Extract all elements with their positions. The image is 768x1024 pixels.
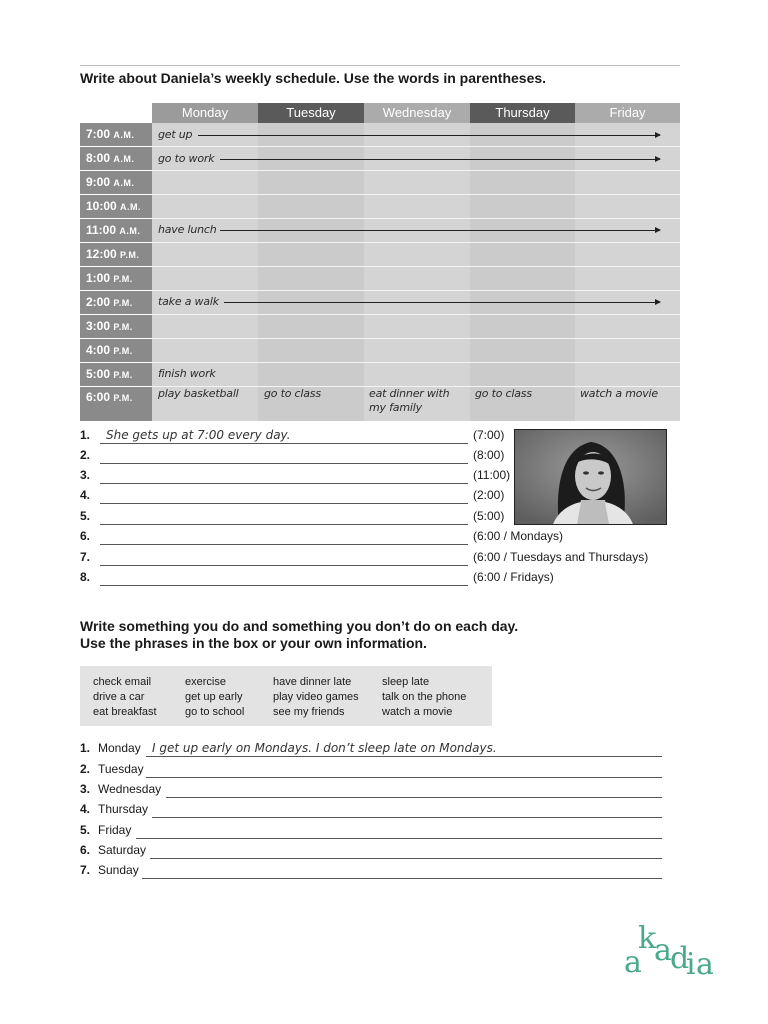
answer-line — [100, 585, 468, 586]
ex1-item-1 — [80, 428, 520, 448]
portrait-image — [515, 430, 666, 524]
item-number: 3. — [80, 468, 91, 482]
activity-get-up: get up — [158, 128, 193, 141]
row-divider — [152, 338, 680, 339]
ex2-item-6 — [80, 843, 664, 863]
activity-finish-work: finish work — [158, 367, 216, 380]
item-number: 5. — [80, 509, 91, 523]
item-number: 2. — [80, 762, 91, 776]
logo-letter: i — [686, 947, 696, 982]
time-4pm: 4:00 P.M. — [80, 339, 152, 362]
phrase: exercise — [185, 676, 226, 688]
ex1-item-7 — [80, 550, 650, 570]
hint: (5:00) — [473, 509, 505, 523]
answer-line — [100, 443, 468, 444]
day-label: Wednesday — [98, 782, 162, 796]
item-number: 8. — [80, 570, 91, 584]
ex1-item-8 — [80, 570, 650, 590]
top-divider — [80, 65, 680, 66]
phrase: sleep late — [382, 676, 430, 688]
logo-letter: k — [638, 921, 657, 956]
item-number: 6. — [80, 843, 91, 857]
answer-line — [100, 503, 468, 504]
day-header-wednesday: Wednesday — [364, 103, 470, 123]
logo-letter: a — [654, 933, 672, 968]
akadia-logo — [624, 922, 716, 982]
arrow-take-a-walk — [224, 302, 660, 303]
time-6pm: 6:00 P.M. — [80, 387, 152, 421]
row-divider — [152, 290, 680, 291]
activity-monday-6pm: play basketball — [158, 387, 239, 400]
item-number: 3. — [80, 782, 91, 796]
activity-have-lunch: have lunch — [158, 223, 217, 236]
activity-thursday-6pm: go to class — [475, 387, 532, 400]
time-5pm: 5:00 P.M. — [80, 363, 152, 386]
answer-line — [100, 524, 468, 525]
day-label: Monday — [98, 741, 141, 755]
row-divider — [152, 170, 680, 171]
activity-friday-6pm: watch a movie — [580, 387, 658, 400]
answer-line — [166, 797, 662, 798]
ex1-item-4 — [80, 488, 520, 508]
day-header-thursday: Thursday — [470, 103, 575, 123]
time-3pm: 3:00 P.M. — [80, 315, 152, 338]
row-divider — [152, 314, 680, 315]
hint: (6:00 / Tuesdays and Thursdays) — [473, 550, 649, 564]
column-wednesday — [364, 123, 470, 421]
answer-line — [100, 544, 468, 545]
time-8am: 8:00 A.M. — [80, 147, 152, 170]
answer-line — [150, 858, 662, 859]
item-number: 5. — [80, 823, 91, 837]
item-number: 7. — [80, 863, 91, 877]
hint: (6:00 / Fridays) — [473, 570, 554, 584]
answer-line — [136, 838, 662, 839]
column-tuesday — [258, 123, 364, 421]
time-9am: 9:00 A.M. — [80, 171, 152, 194]
ex2-item-1 — [80, 741, 664, 761]
phrase: watch a movie — [382, 706, 453, 718]
time-12pm: 12:00 P.M. — [80, 243, 152, 266]
activity-take-a-walk: take a walk — [158, 295, 219, 308]
item-number: 4. — [80, 488, 91, 502]
time-2pm: 2:00 P.M. — [80, 291, 152, 314]
day-label: Saturday — [98, 843, 147, 857]
answer-line — [142, 878, 662, 879]
phrase: play video games — [273, 691, 359, 703]
hint: (11:00) — [473, 468, 511, 482]
ex2-item-5 — [80, 823, 664, 843]
arrow-get-up — [198, 135, 660, 136]
hint: (2:00) — [473, 488, 505, 502]
column-thursday — [470, 123, 575, 421]
time-11am: 11:00 A.M. — [80, 219, 152, 242]
day-header-friday: Friday — [575, 103, 680, 123]
phrase: get up early — [185, 691, 243, 703]
answer-line — [146, 756, 662, 757]
logo-letter: a — [624, 945, 642, 980]
logo-letter: d — [670, 941, 690, 976]
arrow-have-lunch — [220, 230, 660, 231]
time-10am: 10:00 A.M. — [80, 195, 152, 218]
exercise1-instruction: Write about Daniela’s weekly schedule. Use the words in parentheses. — [80, 70, 547, 86]
schedule-table — [80, 103, 680, 421]
item-number: 2. — [80, 448, 91, 462]
item-number: 4. — [80, 802, 91, 816]
instruction-line-1: Write something you do and something you don’t do on each day. — [80, 618, 519, 634]
daniela-photo — [514, 429, 667, 525]
activity-tuesday-6pm: go to class — [264, 387, 321, 400]
answer-field[interactable]: She gets up at 7:00 every day. — [106, 428, 291, 442]
hint: (8:00) — [473, 448, 505, 462]
day-label: Thursday — [98, 802, 149, 816]
row-divider — [152, 146, 680, 147]
day-label: Tuesday — [98, 762, 144, 776]
item-number: 1. — [80, 428, 91, 442]
phrase: have dinner late — [273, 676, 352, 688]
day-header-tuesday: Tuesday — [258, 103, 364, 123]
phrase: drive a car — [93, 691, 145, 703]
ex2-item-4 — [80, 802, 664, 822]
day-label: Friday — [98, 823, 132, 837]
time-7am: 7:00 A.M. — [80, 123, 152, 146]
ex2-item-7 — [80, 863, 664, 883]
arrow-go-to-work — [220, 159, 660, 160]
item-number: 6. — [80, 529, 91, 543]
row-divider — [152, 362, 680, 363]
answer-line — [100, 483, 468, 484]
ex1-item-3 — [80, 468, 520, 488]
answer-line — [146, 777, 662, 778]
phrase: eat breakfast — [93, 706, 157, 718]
phrase: check email — [93, 676, 152, 688]
ex1-item-2 — [80, 448, 520, 468]
item-number: 7. — [80, 550, 91, 564]
time-1pm: 1:00 P.M. — [80, 267, 152, 290]
row-divider — [152, 266, 680, 267]
ex1-item-5 — [80, 509, 520, 529]
activity-wednesday-6pm: eat dinner with my family — [369, 387, 450, 414]
row-divider — [152, 194, 680, 195]
exercise2-instruction — [80, 618, 518, 652]
answer-line — [100, 463, 468, 464]
row-divider — [152, 218, 680, 219]
ex2-item-3 — [80, 782, 664, 802]
ex1-item-6 — [80, 529, 650, 549]
hint: (6:00 / Mondays) — [473, 529, 564, 543]
item-number: 1. — [80, 741, 91, 755]
answer-field[interactable]: I get up early on Mondays. I don’t sleep late on Mondays. — [152, 741, 497, 755]
phrase-box — [80, 666, 492, 726]
phrase: see my friends — [273, 706, 345, 718]
logo-letter: a — [696, 947, 714, 982]
day-header-monday: Monday — [152, 103, 258, 123]
column-friday — [575, 123, 680, 421]
instruction-line-2: Use the phrases in the box or your own information. — [80, 635, 427, 651]
day-label: Sunday — [98, 863, 139, 877]
answer-line — [152, 817, 662, 818]
phrase: go to school — [185, 706, 245, 718]
row-divider — [152, 242, 680, 243]
ex2-item-2 — [80, 762, 664, 782]
answer-line — [100, 565, 468, 566]
activity-go-to-work: go to work — [158, 152, 215, 165]
phrase: talk on the phone — [382, 691, 467, 703]
hint: (7:00) — [473, 428, 505, 442]
